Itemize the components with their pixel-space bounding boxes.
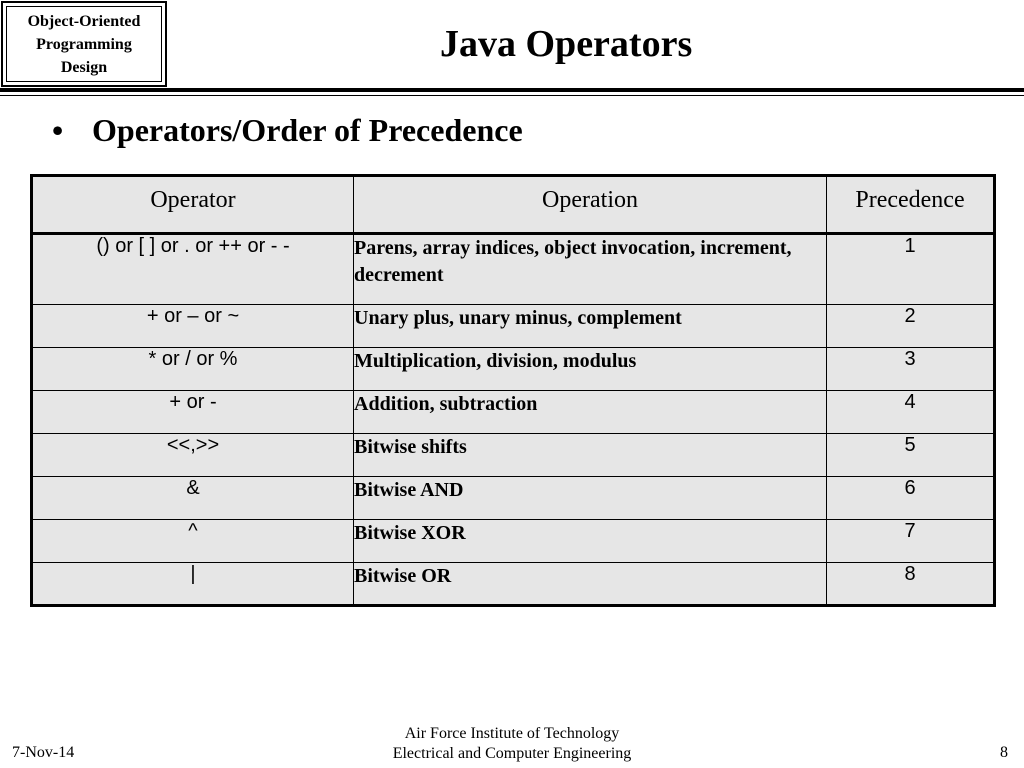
- operator-precedence-table: [30, 174, 996, 607]
- operator-cell: <<,>>: [32, 434, 354, 477]
- header-operation: Operation: [354, 176, 827, 234]
- footer-date: 7-Nov-14: [12, 744, 75, 761]
- table-row: [32, 477, 995, 520]
- table-row: [32, 348, 995, 391]
- operator-cell: ^: [32, 520, 354, 563]
- precedence-cell: 7: [827, 520, 995, 563]
- table-row: [32, 434, 995, 477]
- operation-cell: Parens, array indices, object invocation, increment, decrement: [354, 234, 827, 305]
- precedence-cell: 4: [827, 391, 995, 434]
- footer-department: Electrical and Computer Engineering: [392, 745, 632, 762]
- header-rule-thin: [0, 95, 1024, 96]
- logo-line-2: Programming: [36, 35, 132, 53]
- operation-cell: Bitwise AND: [354, 477, 827, 520]
- precedence-cell: 2: [827, 305, 995, 348]
- operator-cell: &: [32, 477, 354, 520]
- footer-institute: Air Force Institute of Technology: [404, 725, 620, 742]
- course-logo: [6, 6, 162, 82]
- operation-cell: Unary plus, unary minus, complement: [354, 305, 827, 348]
- operator-cell: |: [32, 563, 354, 606]
- precedence-cell: 6: [827, 477, 995, 520]
- header-operator: Operator: [32, 176, 354, 234]
- page-number: 8: [1000, 744, 1008, 761]
- table-row: [32, 563, 995, 606]
- operator-cell: + or -: [32, 391, 354, 434]
- operation-cell: Multiplication, division, modulus: [354, 348, 827, 391]
- precedence-cell: 3: [827, 348, 995, 391]
- operation-cell: Bitwise XOR: [354, 520, 827, 563]
- bullet-heading: Operators/Order of Precedence: [92, 112, 523, 148]
- operation-cell: Addition, subtraction: [354, 391, 827, 434]
- logo-line-3: Design: [60, 58, 108, 76]
- operation-cell: Bitwise shifts: [354, 434, 827, 477]
- precedence-cell: 5: [827, 434, 995, 477]
- table-row: [32, 520, 995, 563]
- operation-cell: Bitwise OR: [354, 563, 827, 606]
- table-row: [32, 305, 995, 348]
- table-row: [32, 234, 995, 305]
- operator-cell: + or – or ~: [32, 305, 354, 348]
- operator-cell: * or / or %: [32, 348, 354, 391]
- header-precedence: Precedence: [827, 176, 995, 234]
- precedence-cell: 8: [827, 563, 995, 606]
- header-rule-thick: [0, 88, 1024, 92]
- footer-institution: [0, 724, 1024, 764]
- slide-title: Java Operators: [440, 23, 693, 65]
- operator-cell: () or [ ] or . or ++ or - -: [32, 234, 354, 305]
- table-row: [32, 391, 995, 434]
- precedence-cell: 1: [827, 234, 995, 305]
- bullet-marker: •: [52, 112, 64, 148]
- course-logo-box: [1, 1, 167, 87]
- logo-line-1: Object-Oriented: [27, 12, 141, 30]
